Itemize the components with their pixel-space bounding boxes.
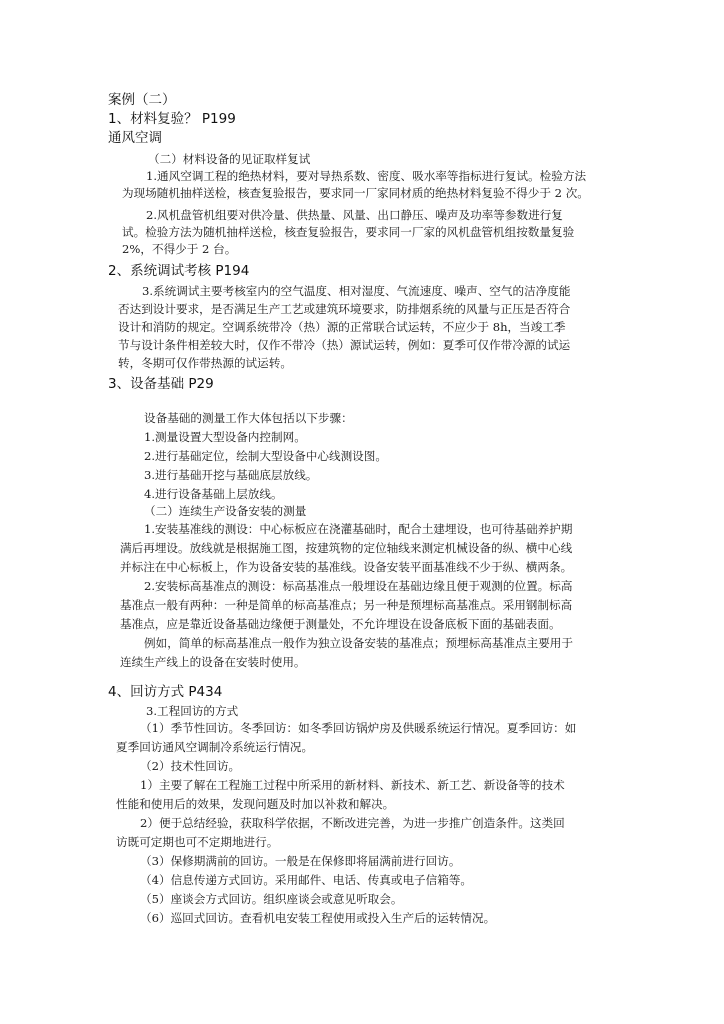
- section-1-subheading: 通风空调: [108, 130, 162, 146]
- section-4-line: （1）季节性回访。冬季回访：如冬季回访锅炉房及供暖系统运行情况。夏季回访：如: [140, 721, 577, 735]
- section-2-line: 否达到设计要求，是否满足生产工艺或建筑环境要求，防排烟系统的风量与正压是否符合: [118, 302, 571, 316]
- section-2-line: 转，冬期可仅作带热源的试运转。: [118, 356, 292, 370]
- case-title: 案例（二）: [108, 92, 176, 108]
- section-1-line: 1.通风空调工程的绝热材料，要对导热系数、密度、吸水率等指标进行复试。检验方法: [146, 169, 587, 183]
- section-4-line: （5）座谈会方式回访。组织座谈会或意见听取会。: [140, 892, 403, 906]
- section-3-line: 例如，简单的标高基准点一般作为独立设备安装的基准点；预埋标高基准点主要用于: [144, 636, 573, 650]
- section-1-heading: 1、材料复验？ P199: [108, 111, 236, 127]
- section-3-subtitle: （二）连续生产设备安装的测量: [144, 504, 307, 518]
- section-4-line: （6）巡回式回访。查看机电安装工程使用或投入生产后的运转情况。: [140, 911, 496, 925]
- section-1-line: 为现场随机抽样送检，核查复验报告，要求同一厂家同材质的绝热材料复验不得少于 2 次。: [122, 186, 589, 200]
- section-1-line: 2.风机盘管机组要对供冷量、供热量、风量、出口静压、噪声及功率等参数进行复: [146, 208, 563, 222]
- section-2-heading: 2、系统调试考核 P194: [108, 263, 250, 279]
- section-4-line: 2）便于总结经验，获取科学依据，不断改进完善，为进一步推广创造条件。这类回: [140, 816, 565, 830]
- section-2-line: 设计和消防的规定。空调系统带冷（热）源的正常联合试运转，不应少于 8h，当竣工季: [118, 320, 566, 334]
- section-3-line: 1.安装基准线的测设：中心标板应在浇灌基础时，配合土建埋设，也可待基础养护期: [144, 522, 573, 536]
- section-4-heading: 4、回访方式 P434: [108, 684, 223, 700]
- section-1-line: 2%，不得少于 2 台。: [122, 242, 237, 256]
- section-3-line: 基准点一般有两种：一种是简单的标高基准点；另一种是预埋标高基准点。采用钢制标高: [120, 598, 573, 612]
- section-3-line: 连续生产线上的设备在安装时使用。: [120, 655, 306, 669]
- section-3-line: 满后再埋设。放线就是根据施工图，按建筑物的定位轴线来测定机械设备的纵、横中心线: [120, 541, 573, 555]
- section-4-subtitle: 3.工程回访的方式: [146, 704, 239, 718]
- section-4-line: 性能和使用后的效果，发现问题及时加以补救和解决。: [116, 797, 395, 811]
- section-3-line: 2.安装标高基准点的测设：标高基准点一般埋设在基础边缘且便于观测的位置。标高: [144, 579, 573, 593]
- section-1-line: 试。检验方法为随机抽样送检，核查复验报告，要求同一厂家的风机盘管机组按数量复验: [122, 225, 575, 239]
- section-4-line: （2）技术性回访。: [140, 759, 241, 773]
- section-3-line: 并标注在中心标板上，作为设备安装的基准线。设备安装平面基准线不少于纵、横两条。: [120, 560, 573, 574]
- section-4-line: 1）主要了解在工程施工过程中所采用的新材料、新技术、新工艺、新设备等的技术: [140, 778, 565, 792]
- section-3-step: 1.测量设置大型设备内控制网。: [144, 430, 306, 444]
- section-4-line: （4）信息传递方式回访。采用邮件、电话、传真或电子信箱等。: [140, 873, 473, 887]
- section-3-step: 2.进行基础定位，绘制大型设备中心线测设图。: [144, 449, 387, 463]
- section-4-line: （3）保修期满前的回访。一般是在保修即将届满前进行回访。: [140, 854, 461, 868]
- section-1-subtitle: （二）材料设备的见证取样复试: [148, 152, 311, 166]
- section-3-step: 4.进行设备基础上层放线。: [144, 487, 283, 501]
- section-3-line: 基准点，应是靠近设备基础边缘便于测量处，不允许埋设在设备底板下面的基础表面。: [120, 617, 561, 631]
- section-2-line: 节与设计条件相差较大时，仅作不带冷（热）源试运转，例如：夏季可仅作带冷源的试运: [118, 338, 571, 352]
- section-4-line: 夏季回访通风空调制冷系统运行情况。: [116, 740, 314, 754]
- section-3-step: 3.进行基础开挖与基础底层放线。: [144, 468, 318, 482]
- section-2-line: 3.系统调试主要考核室内的空气温度、相对湿度、气流速度、噪声、空气的洁净度能: [142, 284, 571, 298]
- section-3-heading: 3、设备基础 P29: [108, 376, 214, 392]
- section-4-line: 访既可定期也可不定期地进行。: [116, 835, 279, 849]
- section-3-intro: 设备基础的测量工作大体包括以下步骤：: [144, 411, 353, 425]
